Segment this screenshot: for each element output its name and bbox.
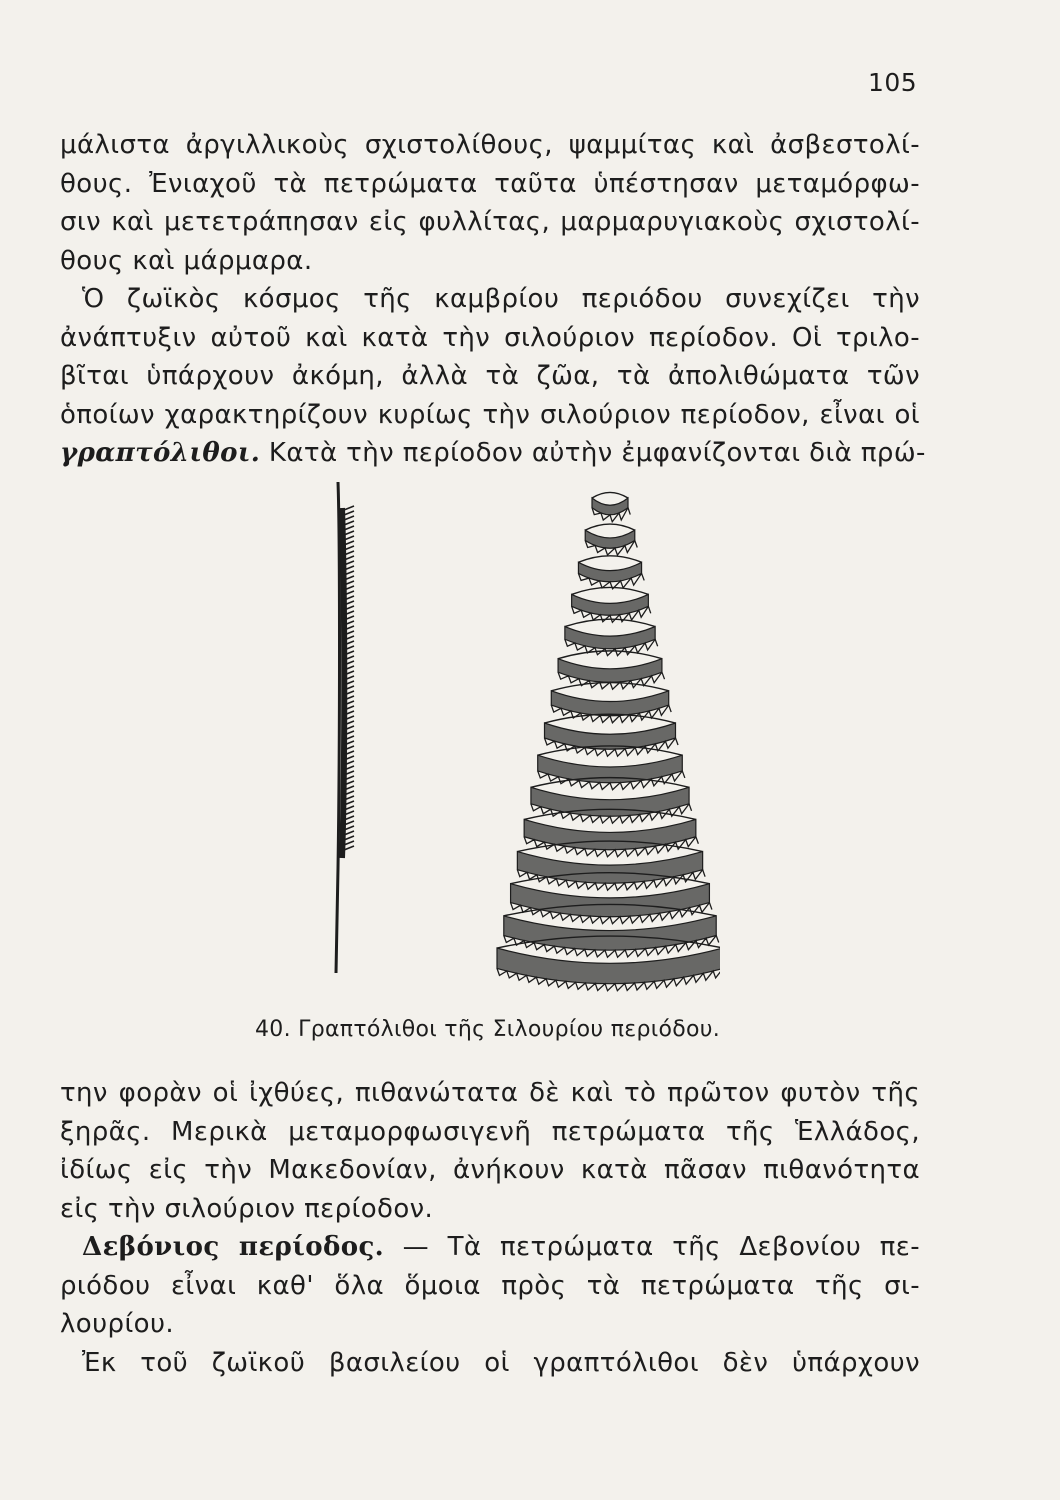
spiral-graptolite-illustration (497, 492, 720, 990)
paragraph-3-line-4: εἰς τὴν σιλούριον περίοδον. (60, 1193, 434, 1224)
paragraph-3-line-3: ἰδίως εἰς τὴν Μακεδονίαν, ἀνήκουν κατὰ πᾶσαν πιθανότητα (60, 1155, 920, 1185)
paragraph-4-line-2: ριόδου εἶναι καθ' ὅλα ὅμοια πρὸς τὰ πετρώματα τῆς σι- (60, 1270, 920, 1301)
paragraph-4-line-1-rest: — Τὰ πετρώματα τῆς Δεβονίου πε- (384, 1232, 920, 1262)
paragraph-2-line-4: ὁποίων χαρακτηρίζουν κυρίως τὴν σιλούριον περίοδον, εἶναι οἱ (60, 399, 920, 430)
page-number: 105 (868, 68, 918, 97)
text-block-bottom (60, 1074, 920, 1382)
paragraph-1-line-1: μάλιστα ἀργιλλικοὺς σχιστολίθους, ψαμμίτας καὶ ἀσβεστολί- (60, 130, 920, 160)
monograptus-illustration (336, 482, 354, 973)
paragraph-1-line-2: θους. Ἐνιαχοῦ τὰ πετρώματα ταῦτα ὑπέστησαν μεταμόρφω- (60, 168, 920, 199)
paragraph-3-line-2: ξηρᾶς. Μερικὰ μεταμορφωσιγενῆ πετρώματα τῆς Ἑλλάδος, (60, 1116, 920, 1147)
figure-caption: 40. Γραπτόλιθοι τῆς Σιλουρίου περιόδου. (255, 1017, 721, 1042)
paragraph-1-line-4: θους καὶ μάρμαρα. (60, 245, 313, 276)
paragraph-1-line-3: σιν καὶ μετετράπησαν εἰς φυλλίτας, μαρμαρυγιακοὺς σχιστολί- (60, 207, 920, 237)
paragraph-2-line-3: βῖται ὑπάρχουν ἀκόμη, ἀλλὰ τὰ ζῶα, τὰ ἀπολιθώματα τῶν (60, 361, 920, 391)
paragraph-4-line-3: λουρίου. (60, 1309, 175, 1339)
section-heading-devonian: Δεβόνιος περίοδος. (82, 1232, 385, 1262)
paragraph-2-line-5-rest: Κατὰ τὴν περίοδον αὐτὴν ἐμφανίζονται διὰ πρώ- (260, 438, 926, 468)
text-block-top (60, 126, 926, 473)
paragraph-2-line-1: Ὁ ζωϊκὸς κόσμος τῆς καμβρίου περιόδου συνεχίζει τὴν (82, 284, 920, 314)
paragraph-4-line-1 (60, 1228, 920, 1267)
paragraph-2-line-5 (60, 434, 926, 473)
paragraph-2-line-2: ἀνάπτυξιν αὐτοῦ καὶ κατὰ τὴν σιλούριον περίοδον. Οἱ τριλο- (60, 322, 920, 353)
term-graptolites: γραπτόλιθοι. (60, 438, 261, 468)
paragraph-5-line-1: Ἐκ τοῦ ζωϊκοῦ βασιλείου οἱ γραπτόλιθοι δὲν ὑπάρχουν (82, 1347, 920, 1378)
paragraph-3-line-1: την φορὰν οἱ ἰχθύες, πιθανώτατα δὲ καὶ τὸ πρῶτον φυτὸν τῆς (60, 1078, 920, 1108)
graptolite-figure (300, 478, 720, 1018)
